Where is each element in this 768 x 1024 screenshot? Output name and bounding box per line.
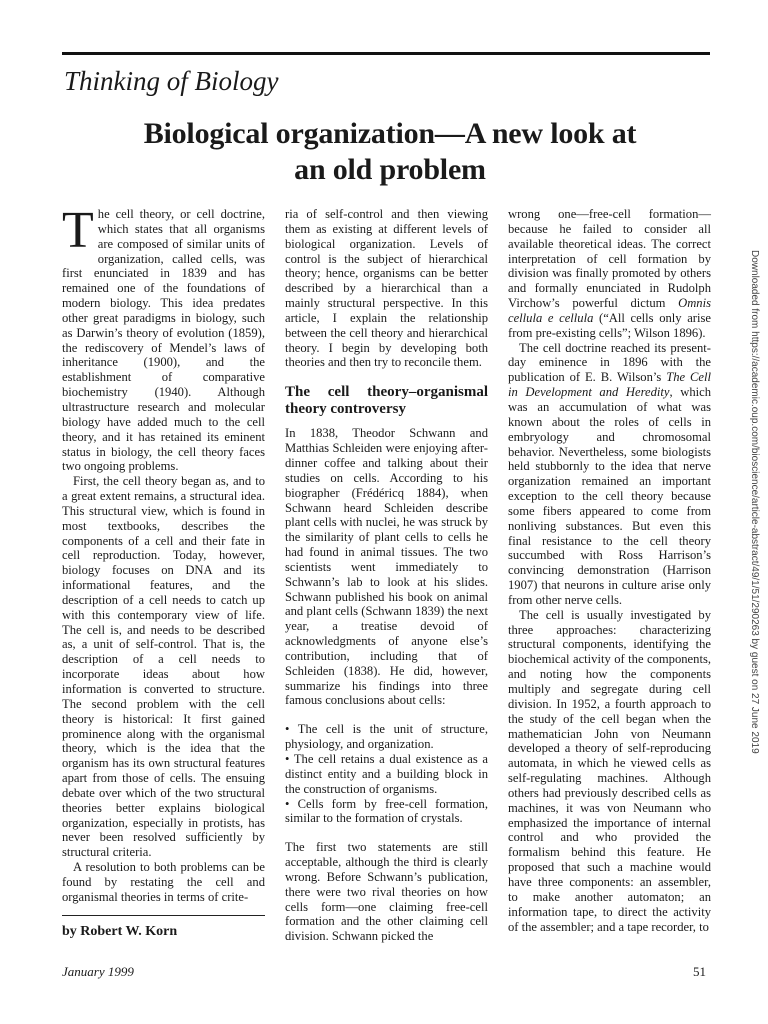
italic-text: The Cell in Development and Heredity	[508, 370, 711, 400]
paragraph-text: , which was an accumulation of what was known about the roles of cells in embryology and chromosomal behavior. Nevertheless, some biologists held stubbornly to the idea that nerve organization remained an important exception to the cell theory because some fibers appeared to come from nonliving substances. But even this final resistance to the cell theory succumbed with Ross Harrison’s convincing demonstration (Harrison 1907) that neurons in culture arise only from other nerve cells.	[508, 385, 711, 607]
paragraph	[62, 202, 265, 474]
author-rule	[62, 915, 265, 916]
column-3	[508, 207, 711, 934]
download-watermark-text: Downloaded from https://academic.oup.com/bioscience/article-abstract/49/1/51/290263 by guest on 27 June 2019	[749, 250, 760, 754]
section-heading: Thinking of Biology	[64, 66, 279, 96]
page-number: 51	[693, 964, 706, 979]
paragraph	[508, 207, 711, 341]
bullet-item: • The cell retains a dual existence as a distinct entity and a building block in the construction of organisms.	[285, 752, 488, 796]
paragraph: In 1838, Theodor Schwann and Matthias Schleiden were enjoying after-dinner coffee and talking about their studies on cells. According to his biographer (Frédéricq 1884), when Schwann heard Schleiden describe plant cells with nuclei, he was struck by the similarity of plant cells to cells he had found in animal tissues. The two scientists went immediately to Schwann’s lab to look at his slides. Schwann published his book on animal and plant cells (Schwann 1839) the next year, a treatise devoid of acknowledgments of anyone else’s contribution, including that of Schleiden (1838). He did, however, summarize his findings into three famous conclusions about cells:	[285, 426, 488, 708]
paragraph: ria of self-control and then viewing them as existing at different levels of biological organization. Levels of control is the subject of hierarchical theory; hence, organisms can be better described by a hierarchical than a mainly structural perspective. In this article, I explain the relationship between the cell theory and hierarchical theory. I begin by developing both theories and then try to reconcile them.	[285, 207, 488, 370]
paragraph: First, the cell theory began as, and to a great extent remains, a structural idea. This structural view, which is found in most textbooks, describes the components of a cell and their fate in cell reproduction. Today, however, biology focuses on DNA and its informational features, and the description of a cell needs to catch up with this contemporary view of life. The cell is, and needs to be described as, a unit of self-control. That is, the description of a cell needs to incorporate ideas about how information is converted to structure. The second problem with the cell theory is historical: It first gained prominence along with the organismal theory, which is the idea that the organism has its own structural features apart from those of cells. The ensuing debate over which of the two structural theories better explains biological organization, especially in protists, has never been resolved sufficiently by structural criteria.	[62, 474, 265, 860]
drop-cap: T	[62, 202, 94, 259]
title-line-2: an old problem	[294, 153, 486, 186]
column-2	[285, 207, 488, 944]
paragraph-text: The cell doctrine reached its present-day eminence in 1896 with the publication of E. B. Wilson’s	[508, 340, 711, 385]
download-watermark	[748, 250, 762, 754]
footer-date: January 1999	[62, 964, 134, 979]
paragraph	[508, 341, 711, 608]
paragraph-text: (“All cells only arise from pre-existing cells”; Wilson 1896).	[508, 310, 711, 340]
italic-text: Omnis cellula e cellula	[508, 296, 711, 325]
bullet-item: • The cell is the unit of structure, physiology, and organization.	[285, 722, 488, 752]
paragraph-text: wrong one—free-cell formation—because he failed to consider all available theoretical ideas. The correct interpretation of cell formation by division was finally promoted by others and formally enunciated in Rudolph Virchow’s powerful dictum	[508, 207, 711, 311]
paragraph: The first two statements are still acceptable, although the third is clearly wrong. Before Schwann’s publication, there were two rival theories on how cells form—one claiming free-cell formation and the other claiming cell division. Schwann picked the	[285, 840, 488, 944]
article-title	[70, 116, 710, 188]
paragraph-text: he cell theory, or cell doctrine, which states that all organisms are composed of similar units of organization, called cells, was first enunciated in 1839 and has remained one of the foundations of modern biology. This idea predates other great paradigms in biology, such as Darwin’s theory of evolution (1859), the rediscovery of Mendel’s laws of inheritance (1900), and the establishment of comparative biochemistry (1940). Although ultrastructure research and molecular biology have added much to the cell theory, and it has retained its eminent status in biology, the cell theory faces two ongoing problems.	[62, 207, 265, 474]
author-byline: by Robert W. Korn	[62, 924, 178, 939]
paragraph: A resolution to both problems can be found by restating the cell and organismal theories in terms of crite-	[62, 860, 265, 904]
bullet-item: • Cells form by free-cell formation, similar to the formation of crystals.	[285, 796, 488, 826]
subheading: The cell theory–organismal theory controversy	[285, 384, 488, 418]
column-1	[62, 202, 265, 905]
title-line-1: Biological organization—A new look at	[143, 117, 637, 150]
paragraph: The cell is usually investigated by three approaches: characterizing structural components, identifying the biochemical activity of the components, and noting how the components multiply and segregate during cell division. In 1952, a fourth approach to the study of the cell began when the mathematician John von Neumann developed a theory of self-reproducing automata, in which he viewed cells as self-regulating machines. Although others had previously described cells as machines, it was von Neumann who emphasized the importance of internal control and who provided the formalism behind this feature. He proposed that such a machine would have three components: an assembler, to make another automaton; an information tape, to direct the activity of the assembler; and a tape recorder, to	[508, 607, 711, 934]
top-rule	[62, 52, 710, 55]
